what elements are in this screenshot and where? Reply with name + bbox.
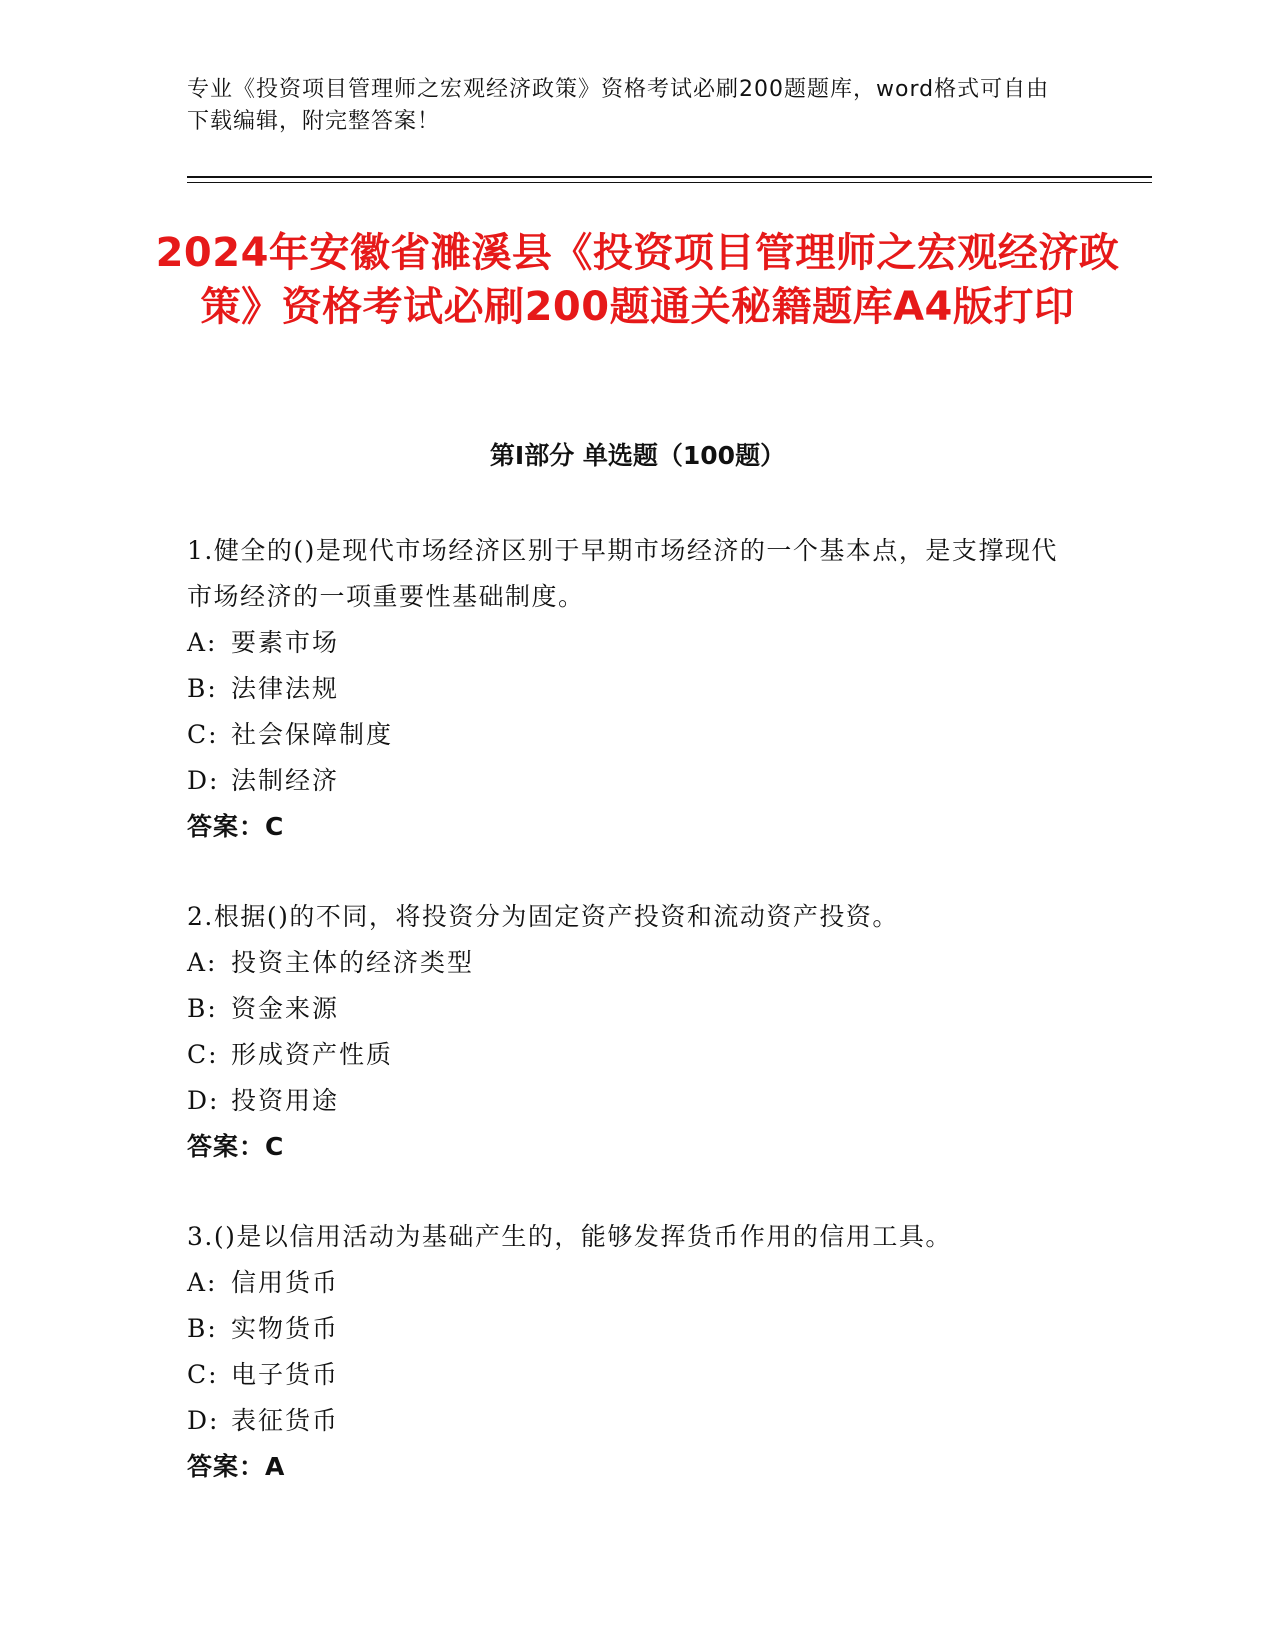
option-b bbox=[187, 986, 1067, 1032]
option-letter: C: bbox=[187, 1040, 219, 1069]
option-text: 法律法规 bbox=[231, 674, 340, 703]
option-text: 投资用途 bbox=[231, 1086, 340, 1115]
answer-line: 答案：C bbox=[187, 812, 285, 841]
option-letter: A: bbox=[187, 948, 218, 977]
option-c bbox=[187, 1032, 1067, 1078]
question-stem: 1.健全的()是现代市场经济区别于早期市场经济的一个基本点，是支撑现代市场经济的一项重要性基础制度。 bbox=[187, 536, 1058, 611]
option-d bbox=[187, 758, 1067, 804]
option-b bbox=[187, 666, 1067, 712]
question-3 bbox=[187, 1214, 1067, 1490]
option-letter: D: bbox=[187, 766, 220, 795]
header-divider-thick bbox=[187, 176, 1152, 178]
option-text: 投资主体的经济类型 bbox=[231, 948, 475, 977]
option-letter: C: bbox=[187, 1360, 219, 1389]
option-d bbox=[187, 1398, 1067, 1444]
option-letter: B: bbox=[187, 1314, 218, 1343]
header-note: 专业《投资项目管理师之宏观经济政策》资格考试必刷200题题库，word格式可自由下载编辑，附完整答案！ bbox=[187, 77, 1050, 134]
option-c bbox=[187, 1352, 1067, 1398]
option-a bbox=[187, 940, 1067, 986]
option-d bbox=[187, 1078, 1067, 1124]
option-text: 要素市场 bbox=[231, 628, 340, 657]
question-1 bbox=[187, 528, 1067, 850]
option-letter: D: bbox=[187, 1086, 220, 1115]
option-text: 资金来源 bbox=[231, 994, 340, 1023]
option-text: 实物货币 bbox=[231, 1314, 340, 1343]
header-divider-thin bbox=[187, 182, 1152, 183]
option-letter: D: bbox=[187, 1406, 220, 1435]
option-text: 形成资产性质 bbox=[231, 1040, 394, 1069]
document-title: 2024年安徽省濉溪县《投资项目管理师之宏观经济政策》资格考试必刷200题通关秘籍题库A4版打印 bbox=[155, 230, 1120, 330]
option-text: 信用货币 bbox=[231, 1268, 340, 1297]
option-letter: B: bbox=[187, 674, 218, 703]
option-letter: B: bbox=[187, 994, 218, 1023]
option-letter: C: bbox=[187, 720, 219, 749]
question-stem: 3.()是以信用活动为基础产生的，能够发挥货币作用的信用工具。 bbox=[187, 1222, 952, 1251]
option-c bbox=[187, 712, 1067, 758]
question-2 bbox=[187, 894, 1067, 1170]
option-text: 法制经济 bbox=[231, 766, 340, 795]
question-list bbox=[187, 528, 1067, 1534]
option-a bbox=[187, 620, 1067, 666]
option-letter: A: bbox=[187, 1268, 218, 1297]
option-b bbox=[187, 1306, 1067, 1352]
question-stem: 2.根据()的不同，将投资分为固定资产投资和流动资产投资。 bbox=[187, 902, 899, 931]
option-text: 表征货币 bbox=[231, 1406, 340, 1435]
section-heading: 第I部分 单选题（100题） bbox=[489, 441, 786, 470]
answer-line: 答案：C bbox=[187, 1132, 285, 1161]
option-letter: A: bbox=[187, 628, 218, 657]
option-text: 电子货币 bbox=[231, 1360, 340, 1389]
option-a bbox=[187, 1260, 1067, 1306]
answer-line: 答案：A bbox=[187, 1452, 286, 1481]
option-text: 社会保障制度 bbox=[231, 720, 394, 749]
